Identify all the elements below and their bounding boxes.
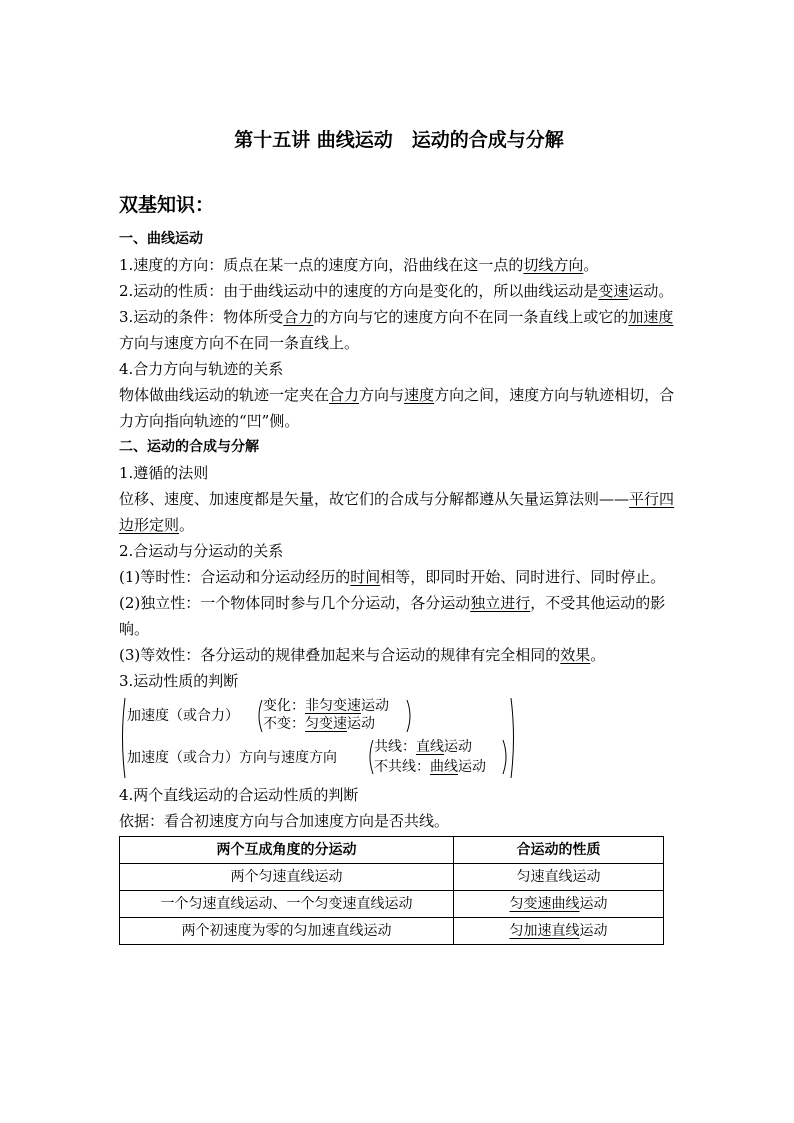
row1-option-a: 变化：非匀变速运动 [263,698,389,714]
paragraph-title: 2.合运动与分运动的关系 [119,542,284,560]
row2-label: 加速度（或合力）方向与速度方向 [127,750,337,766]
table-row [120,864,664,891]
blank-answer: 速度 [404,386,435,404]
table-cell: 两个匀速直线运动 [120,864,454,891]
paragraph-title: 4.两个直线运动的合运动性质的判断 [119,786,359,804]
table-cell: 匀加速直线运动 [454,918,664,945]
blank-answer: 合力 [329,386,360,404]
table-row [120,918,664,945]
table-header: 两个互成角度的分运动 [120,837,454,864]
blank-answer: 加速度 [628,308,674,326]
row1-right-brace-icon [407,700,410,732]
blank-answer: 合力 [283,308,314,326]
row2-right-brace-icon [503,740,506,774]
paragraph: 1.速度的方向：质点在某一点的速度方向，沿曲线在这一点的切线方向。 [119,256,599,274]
paragraph: (1)等时性：合运动和分运动经历的时间相等，即同时开始、同时进行、同时停止。 [119,568,666,586]
paragraph-title: 4.合力方向与轨迹的关系 [119,360,284,378]
paragraph: (2)独立性：一个物体同时参与几个分运动，各分运动独立进行，不受其他运动的影响。 [119,594,666,638]
row1-left-brace-icon [259,700,262,732]
row2-left-brace-icon [370,740,373,774]
outer-left-brace-icon [123,698,126,778]
blank-answer: 变速 [598,282,629,300]
table-cell: 匀速直线运动 [454,864,664,891]
paragraph: (3)等效性：各分运动的规律叠加起来与合运动的规律有完全相同的效果。 [119,646,606,664]
document-body [119,226,679,945]
section-heading-1: 一、曲线运动 [119,231,203,247]
blank-answer: 切线方向 [523,256,584,274]
paragraph-title: 1.遵循的法则 [119,464,209,482]
blank-answer: 独立进行 [470,594,531,612]
blank-answer: 时间 [350,568,381,586]
section-heading-main: 双基知识： [119,194,215,216]
paragraph: 物体做曲线运动的轨迹一定夹在合力方向与速度方向之间，速度方向与轨迹相切，合力方向指向轨迹的“凹”侧。 [119,386,675,430]
paragraph: 依据：看合初速度方向与合加速度方向是否共线。 [119,812,450,830]
table-header-row [120,837,664,864]
motion-table [119,836,664,945]
blank-answer: 平行四边形定则 [119,490,675,534]
row1-label: 加速度（或合力） [127,708,239,724]
paragraph-title: 3.运动性质的判断 [119,672,239,690]
table-row [120,891,664,918]
table-cell: 一个匀速直线运动、一个匀变速直线运动 [120,891,454,918]
paragraph: 位移、速度、加速度都是矢量，故它们的合成与分解都遵从矢量运算法则——平行四边形定则。 [119,490,675,534]
row2-option-b: 不共线：曲线运动 [374,759,486,775]
blank-answer: 效果 [560,646,591,664]
motion-classification-diagram [119,694,679,782]
paragraph: 3.运动的条件：物体所受合力的方向与它的速度方向不在同一条直线上或它的加速度方向与速度方向不在同一条直线上。 [119,308,674,352]
table-cell: 匀变速曲线运动 [454,891,664,918]
row2-option-a: 共线：直线运动 [374,739,472,755]
outer-right-brace-icon [511,698,514,778]
section-heading-2: 二、运动的合成与分解 [119,439,259,455]
page-title: 第十五讲 曲线运动 运动的合成与分解 [234,129,564,151]
row1-option-b: 不变：匀变速运动 [263,716,375,732]
paragraph: 2.运动的性质：由于曲线运动中的速度的方向是变化的，所以曲线运动是变速运动。 [119,282,674,300]
table-cell: 两个初速度为零的匀加速直线运动 [120,918,454,945]
table-header: 合运动的性质 [454,837,664,864]
